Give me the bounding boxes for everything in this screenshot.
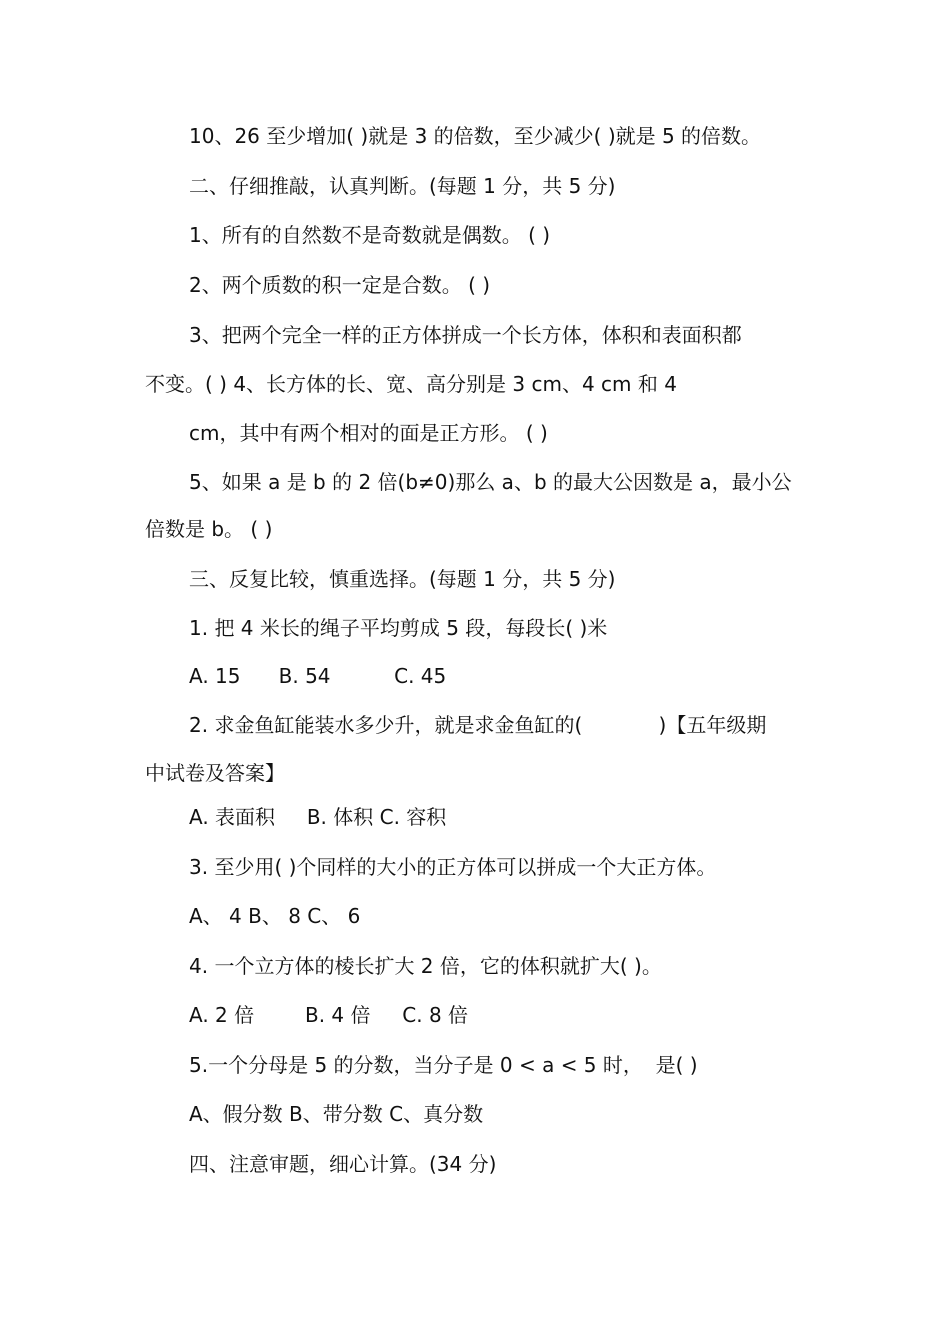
choice-question-4-options: A. 2 倍 B. 4 倍 C. 8 倍 [189,1003,469,1027]
section-3-heading: 三、反复比较，慎重选择。(每题 1 分，共 5 分) [189,567,616,591]
section-2-heading: 二、仔细推敲，认真判断。(每题 1 分，共 5 分) [189,174,616,198]
choice-question-1: 1. 把 4 米长的绳子平均剪成 5 段，每段长( )米 [189,616,608,640]
judge-question-3-4-line-2: 不变。( ) 4、长方体的长、宽、高分别是 3 cm、4 cm 和 4 [145,372,677,396]
choice-question-4: 4. 一个立方体的棱长扩大 2 倍，它的体积就扩大( )。 [189,954,662,978]
judge-question-2: 2、两个质数的积一定是合数。 ( ) [189,273,491,297]
choice-question-2-line-1: 2. 求金鱼缸能装水多少升，就是求金鱼缸的( )【五年级期 [189,713,767,737]
judge-question-3-line-1: 3、把两个完全一样的正方体拼成一个长方体，体积和表面积都 [189,323,742,347]
choice-question-3: 3. 至少用( )个同样的大小的正方体可以拼成一个大正方体。 [189,855,717,879]
fill-blank-question-10: 10、26 至少增加( )就是 3 的倍数，至少减少( )就是 5 的倍数。 [189,124,762,148]
choice-question-3-options: A、 4 B、 8 C、 6 [189,904,361,928]
section-4-heading: 四、注意审题，细心计算。(34 分) [189,1152,497,1176]
judge-question-5-line-1: 5、如果 a 是 b 的 2 倍(b≠0)那么 a、b 的最大公因数是 a，最小公 [189,470,792,494]
judge-question-1: 1、所有的自然数不是奇数就是偶数。 ( ) [189,223,551,247]
choice-question-2-line-2: 中试卷及答案】 [145,761,285,785]
choice-question-1-options: A. 15 B. 54 C. 45 [189,664,447,688]
judge-question-5-line-2: 倍数是 b。 ( ) [145,517,273,541]
choice-question-2-options: A. 表面积 B. 体积 C. 容积 [189,805,447,829]
judge-question-4-line-2: cm，其中有两个相对的面是正方形。 ( ) [189,421,548,445]
choice-question-5: 5.一个分母是 5 的分数，当分子是 0 < a < 5 时， 是( ) [189,1053,698,1077]
choice-question-5-options: A、假分数 B、带分数 C、真分数 [189,1102,484,1126]
